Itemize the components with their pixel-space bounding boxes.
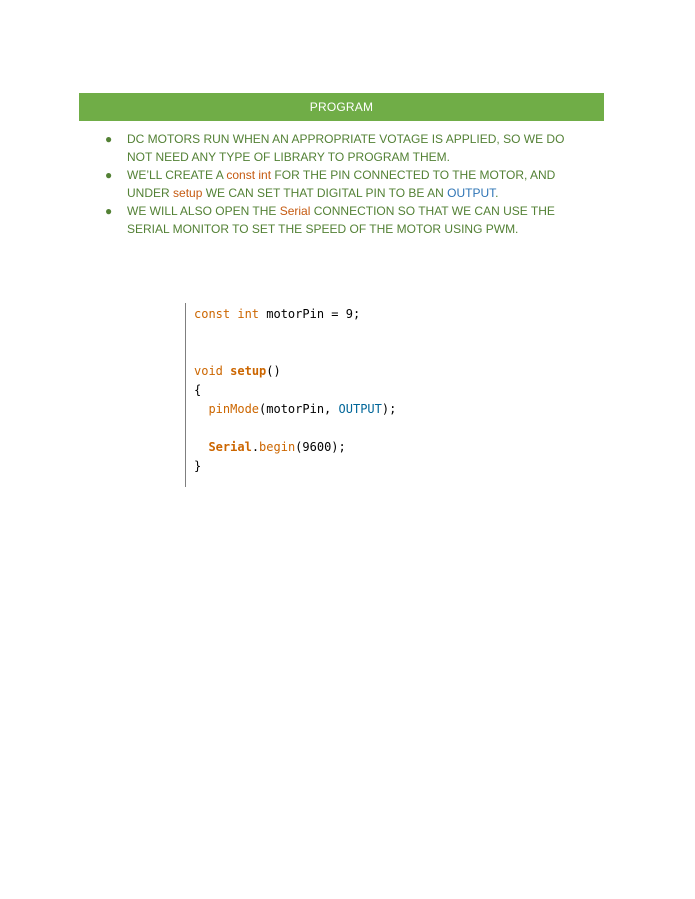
- code-keyword: void: [194, 364, 223, 378]
- code-line-const: [194, 307, 360, 321]
- keyword-const-int: const int: [226, 168, 272, 182]
- code-function: begin: [259, 440, 296, 454]
- bullet-text: WE WILL ALSO OPEN THE: [127, 204, 280, 218]
- code-text: .: [251, 440, 260, 454]
- code-line-setup: [194, 364, 281, 378]
- keyword-setup: setup: [173, 186, 203, 200]
- bullet-item: [105, 202, 585, 238]
- bullet-text: WE’LL CREATE A: [127, 168, 227, 182]
- code-text: (): [266, 364, 281, 378]
- code-line-open-brace: {: [194, 383, 202, 397]
- code-indent: [194, 440, 208, 454]
- code-line-pinmode: [194, 402, 396, 416]
- bullet-text: WE CAN SET THAT DIGITAL PIN TO BE AN: [202, 186, 448, 200]
- bullet-icon: ●: [105, 132, 113, 146]
- bullet-icon: ●: [105, 204, 113, 218]
- code-line-close-brace: }: [194, 459, 202, 473]
- code-snippet: [185, 303, 446, 487]
- bullet-text: CONNECTION SO THAT WE CAN USE THE SERIAL MONITOR TO SET THE SPEED OF THE MOTOR USING PWM.: [127, 204, 555, 236]
- bullet-list: [105, 130, 585, 238]
- code-keyword: const int: [194, 307, 260, 321]
- section-header: PROGRAM: [79, 93, 604, 121]
- code-text: motorPin = 9;: [259, 307, 361, 321]
- code-function: pinMode: [208, 402, 260, 416]
- code-object: Serial: [208, 440, 252, 454]
- bullet-icon: ●: [105, 168, 113, 182]
- bullet-text: FOR THE PIN CONNECTED TO THE MOTOR, AND UNDER: [127, 168, 556, 200]
- bullet-text: DC MOTORS RUN WHEN AN APPROPRIATE VOTAGE IS APPLIED, SO WE DO NOT NEED ANY TYPE OF LIBRARY TO PROGRAM THEM.: [127, 132, 565, 164]
- code-text: (9600);: [295, 440, 346, 454]
- code-text: (motorPin,: [259, 402, 339, 416]
- keyword-output: OUTPUT: [447, 186, 496, 200]
- keyword-serial: Serial: [279, 204, 311, 218]
- bullet-item: [105, 130, 585, 166]
- code-constant: OUTPUT: [338, 402, 382, 416]
- code-function: setup: [230, 364, 267, 378]
- bullet-item: [105, 166, 585, 202]
- code-text: );: [381, 402, 397, 416]
- bullet-text: .: [495, 186, 499, 200]
- code-line-serial: [194, 440, 346, 454]
- code-indent: [194, 402, 208, 416]
